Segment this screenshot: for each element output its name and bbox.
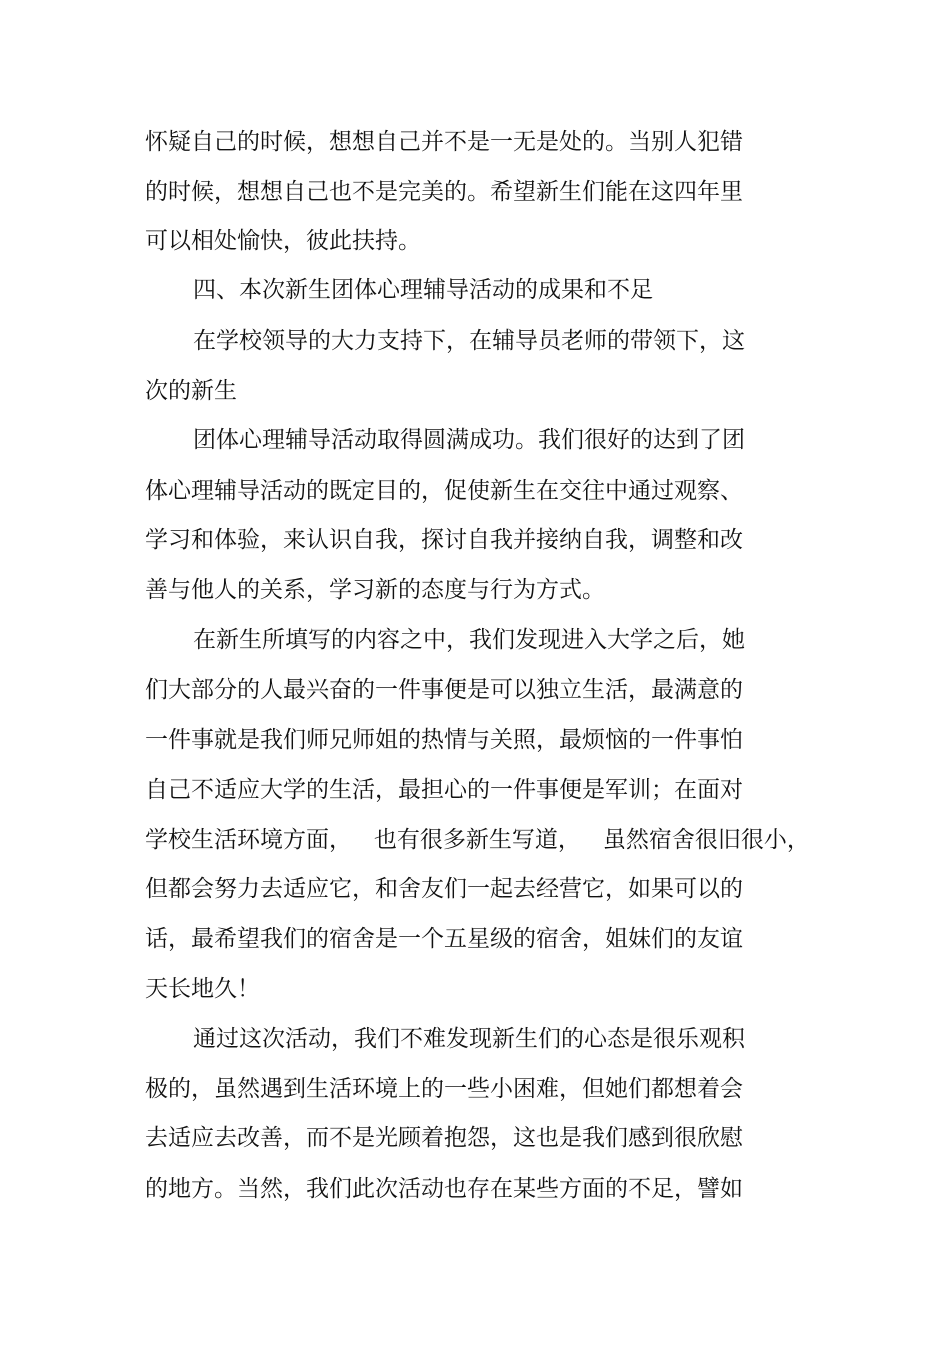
text-line: 的时候，想想自己也不是完美的。希望新生们能在这四年里 [145,179,743,205]
text-line: 话，最希望我们的宿舍是一个五星级的宿舍，姐妹们的友谊 [145,926,743,952]
text-line: 可以相处愉快，彼此扶持。 [145,228,421,254]
text-line: 极的，虽然遇到生活环境上的一些小困难，但她们都想着会 [145,1076,743,1102]
text-line: 怀疑自己的时候，想想自己并不是一无是处的。当别人犯错 [145,129,743,155]
text-line: 去适应去改善，而不是光顾着抱怨，这也是我们感到很欣慰 [145,1125,743,1151]
text-line: 善与他人的关系，学习新的态度与行为方式。 [145,577,605,603]
text-line: 在学校领导的大力支持下，在辅导员老师的带领下，这 [193,328,745,354]
text-line: 们大部分的人最兴奋的一件事便是可以独立生活，最满意的 [145,677,743,703]
section-heading: 四、本次新生团体心理辅导活动的成果和不足 [193,277,653,303]
text-line: 体心理辅导活动的既定目的，促使新生在交往中通过观察、 [145,478,743,504]
text-line: 学校生活环境方面， 也有很多新生写道， 虽然宿舍很旧很小， [145,827,810,853]
text-line: 自己不适应大学的生活，最担心的一件事便是军训；在面对 [145,777,743,803]
text-line: 次的新生 [145,378,237,404]
text-line: 在新生所填写的内容之中，我们发现进入大学之后，她 [193,627,745,653]
text-line: 天长地久！ [145,976,260,1002]
text-line: 一件事就是我们师兄师姐的热情与关照，最烦恼的一件事怕 [145,727,743,753]
text-line: 学习和体验，来认识自我，探讨自我并接纳自我，调整和改 [145,527,743,553]
text-line: 但都会努力去适应它，和舍友们一起去经营它，如果可以的 [145,876,743,902]
text-line: 通过这次活动，我们不难发现新生们的心态是很乐观积 [193,1026,745,1052]
text-line: 的地方。当然，我们此次活动也存在某些方面的不足，譬如 [145,1176,743,1202]
text-line: 团体心理辅导活动取得圆满成功。我们很好的达到了团 [193,427,745,453]
